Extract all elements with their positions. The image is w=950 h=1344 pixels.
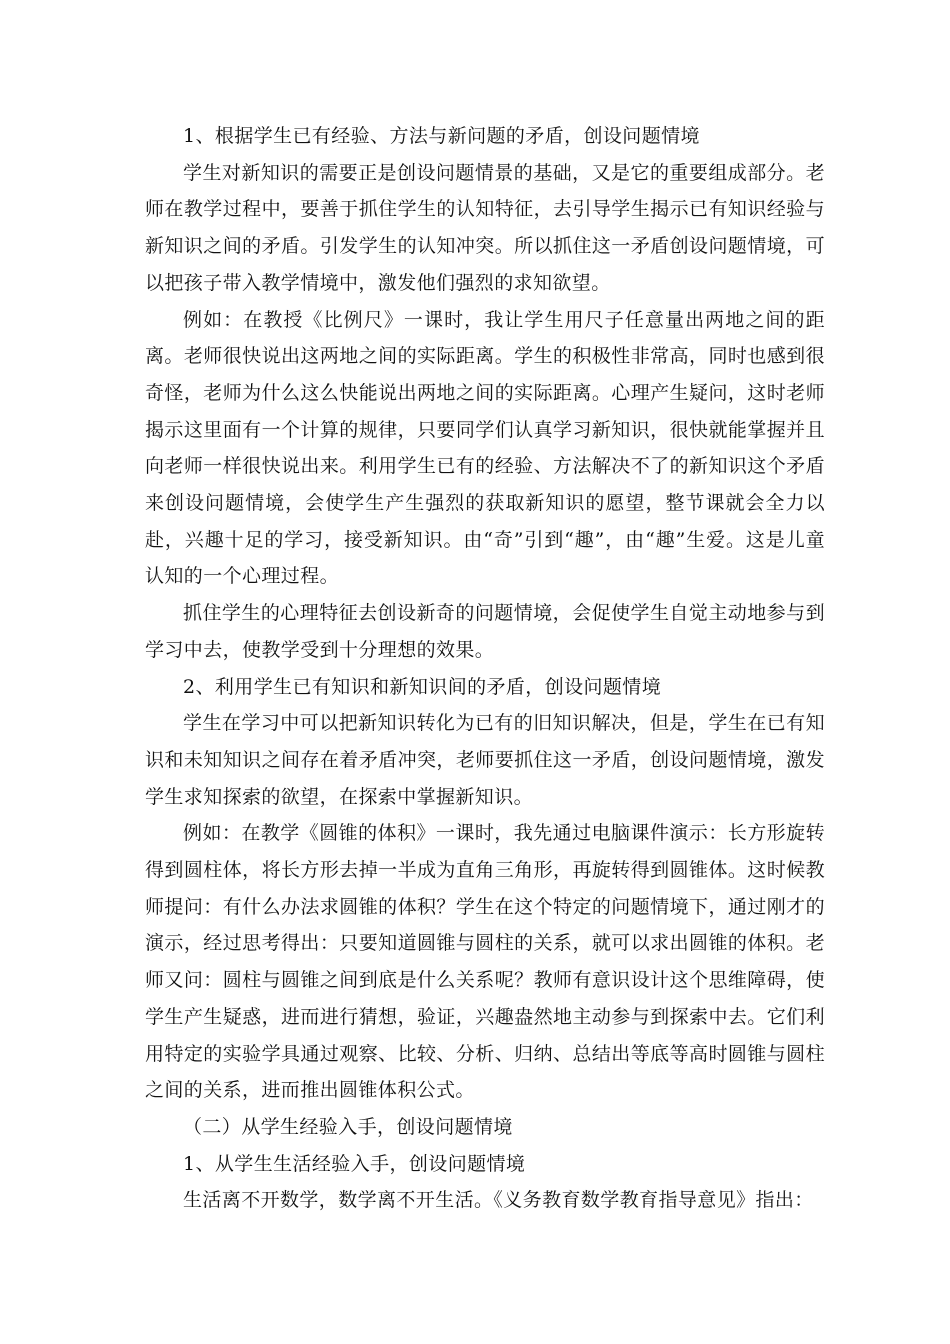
section-heading: （二）从学生经验入手，创设问题情境 — [183, 1115, 513, 1138]
heading-2: 2、利用学生已有知识和新知识间的矛盾，创设问题情境 — [183, 675, 662, 698]
paragraph: 学生在学习中可以把新知识转化为已有的旧知识解决，但是，学生在已有知识和未知知识之间存在着矛盾冲突，老师要抓住这一矛盾，创设问题情境，激发学生求知探索的欲望，在探索中掌握新知识。 — [145, 712, 825, 808]
heading-1: 1、从学生生活经验入手，创设问题情境 — [183, 1152, 526, 1175]
paragraph: 例如：在教学《圆锥的体积》一课时，我先通过电脑课件演示：长方形旋转得到圆柱体，将长方形去掉一半成为直角三角形，再旋转得到圆锥体。这时候教师提问：有什么办法求圆锥的体积？学生在这个特定的问题情境下，通过刚才的演示，经过思考得出：只要知道圆锥与圆柱的关系，就可以求出圆锥的体积。老师又问：圆柱与圆锥之间到底是什么关系呢？教师有意识设计这个思维障碍，使学生产生疑惑，进而进行猜想，验证，兴趣盎然地主动参与到探索中去。它们利用特定的实验学具通过观察、比较、分析、归纳、总结出等底等高时圆锥与圆柱之间的关系，进而推出圆锥体积公式。 — [145, 822, 825, 1102]
paragraph: 生活离不开数学，数学离不开生活。《义务教育数学教育指导意见》指出： — [183, 1189, 814, 1212]
heading-1: 1、根据学生已有经验、方法与新问题的矛盾，创设问题情境 — [183, 125, 700, 147]
document-body — [145, 118, 825, 1219]
paragraph: 例如：在教授《比例尺》一课时，我让学生用尺子任意量出两地之间的距离。老师很快说出这两地之间的实际距离。学生的积极性非常高，同时也感到很奇怪，老师为什么这么快能说出两地之间的实际距离。心理产生疑问，这时老师揭示这里面有一个计算的规律，只要同学们认真学习新知识，很快就能掌握并且向老师一样很快说出来。利用学生已有的经验、方法解决不了的新知识这个矛盾来创设问题情境，会使学生产生强烈的获取新知识的愿望，整节课就会全力以赴，兴趣十足的学习，接受新知识。由“奇”引到“趣”，由“趣”生爱。这是儿童认知的一个心理过程。 — [145, 308, 825, 588]
paragraph: 抓住学生的心理特征去创设新奇的问题情境，会促使学生自觉主动地参与到学习中去，使教学受到十分理想的效果。 — [145, 602, 825, 661]
paragraph: 学生对新知识的需要正是创设问题情景的基础，又是它的重要组成部分。老师在教学过程中，要善于抓住学生的认知特征，去引导学生揭示已有知识经验与新知识之间的矛盾。引发学生的认知冲突。所以抓住这一矛盾创设问题情境，可以把孩子带入教学情境中，激发他们强烈的求知欲望。 — [145, 161, 825, 294]
